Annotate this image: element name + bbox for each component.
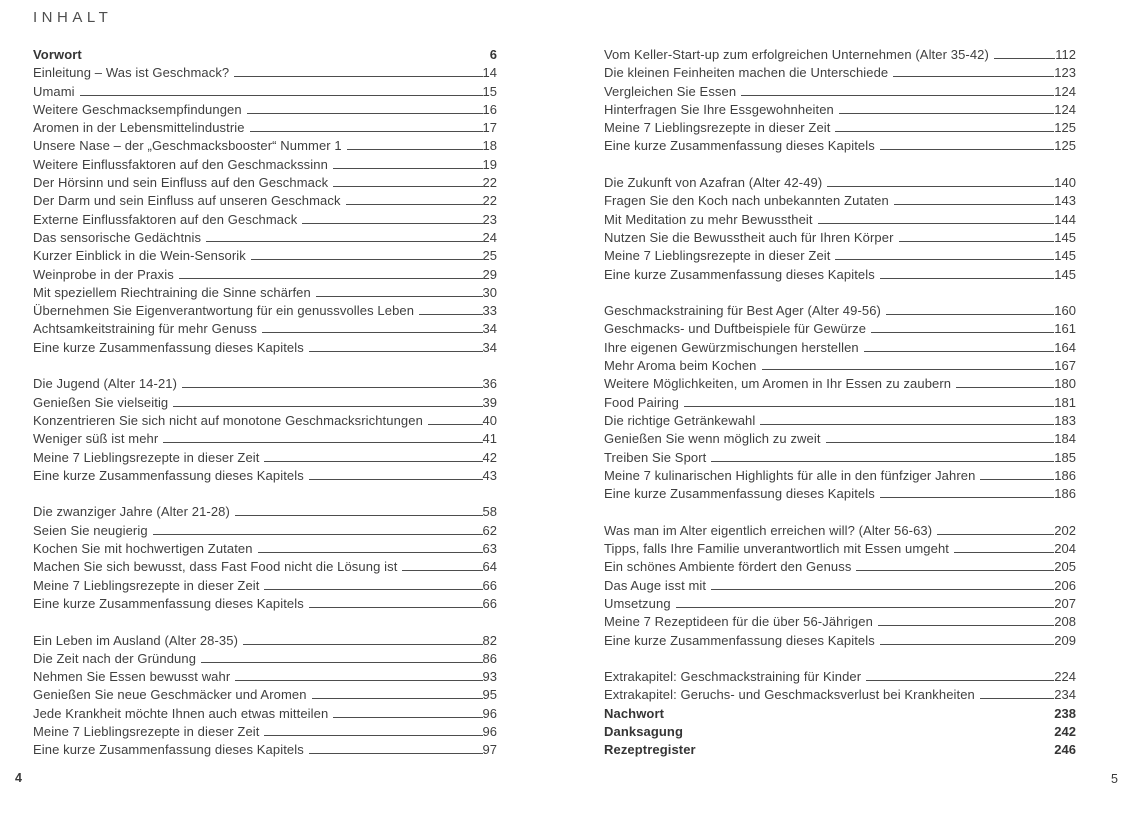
toc-entry-page: 167: [1054, 358, 1076, 374]
toc-entry: [33, 284, 497, 302]
toc-entry-label: Umsetzung: [604, 595, 671, 611]
toc-entry-page: 207: [1054, 595, 1076, 611]
toc-leader-line: [676, 595, 1055, 608]
toc-entry: [33, 577, 497, 595]
toc-entry-page: 18: [482, 138, 497, 154]
toc-block-gap: [33, 485, 497, 503]
toc-leader-line: [201, 650, 483, 663]
toc-entry-page: 183: [1054, 412, 1076, 428]
toc-entry-page: 42: [482, 449, 497, 465]
toc-entry-label: Weitere Möglichkeiten, um Aromen in Ihr Essen zu zaubern: [604, 376, 952, 392]
toc-entry-label: Eine kurze Zusammenfassung dieses Kapitels: [604, 486, 875, 502]
toc-entry-label: Fragen Sie den Koch nach unbekannten Zutaten: [604, 193, 889, 209]
toc-leader-line: [711, 449, 1054, 462]
toc-leader-line: [262, 320, 483, 333]
toc-leader-line: [264, 723, 482, 736]
toc-entry-label: Weinprobe in der Praxis: [33, 266, 174, 282]
toc-entry-label: Das Auge isst mit: [604, 577, 707, 593]
toc-entry-page: 41: [482, 431, 497, 447]
toc-leader-line: [333, 174, 482, 187]
toc-entry: [604, 522, 1076, 540]
toc-entry: [604, 723, 1076, 741]
toc-entry: [604, 101, 1076, 119]
toc-entry-label: Rezeptregister: [604, 742, 696, 758]
toc-leader-line: [956, 375, 1054, 388]
toc-entry: [604, 705, 1076, 723]
toc-entry: [33, 723, 497, 741]
toc-entry-page: 34: [482, 321, 497, 337]
page-title: INHALT: [33, 9, 113, 26]
toc-leader-line: [835, 247, 1054, 260]
toc-column-right: [604, 46, 1076, 760]
toc-entry-label: Ihre eigenen Gewürzmischungen herstellen: [604, 339, 859, 355]
toc-entry-page: 124: [1054, 101, 1076, 117]
toc-entry: [33, 741, 497, 759]
toc-entry-page: 30: [482, 284, 497, 300]
toc-entry: [33, 430, 497, 448]
toc-entry-page: 123: [1054, 65, 1076, 81]
toc-leader-line: [312, 686, 483, 699]
toc-entry: [604, 247, 1076, 265]
toc-entry: [604, 632, 1076, 650]
toc-entry-page: 25: [482, 248, 497, 264]
toc-entry: [33, 668, 497, 686]
toc-entry-page: 97: [482, 742, 497, 758]
toc-entry-page: 246: [1054, 742, 1076, 758]
toc-leader-line: [309, 741, 483, 754]
toc-entry: [604, 64, 1076, 82]
toc-entry-label: Externe Einflussfaktoren auf den Geschmack: [33, 211, 298, 227]
toc-entry-label: Kochen Sie mit hochwertigen Zutaten: [33, 541, 253, 557]
toc-entry-label: Hinterfragen Sie Ihre Essgewohnheiten: [604, 101, 834, 117]
toc-entry: [33, 394, 497, 412]
toc-leader-line: [684, 394, 1054, 407]
toc-entry-label: Seien Sie neugierig: [33, 522, 148, 538]
toc-entry-label: Die richtige Getränkewahl: [604, 412, 756, 428]
toc-entry: [604, 686, 1076, 704]
toc-entry-page: 19: [482, 156, 497, 172]
toc-entry: [604, 339, 1076, 357]
toc-entry-page: 186: [1054, 467, 1076, 483]
toc-block-gap: [604, 650, 1076, 668]
toc-leader-line: [856, 558, 1054, 571]
toc-entry-page: 34: [482, 339, 497, 355]
toc-entry: [33, 522, 497, 540]
toc-entry: [604, 192, 1076, 210]
toc-entry: [604, 412, 1076, 430]
toc-entry-label: Übernehmen Sie Eigenverantwortung für ein genussvolles Leben: [33, 303, 415, 319]
toc-entry-label: Einleitung – Was ist Geschmack?: [33, 65, 230, 81]
toc-entry-page: 209: [1054, 632, 1076, 648]
toc-entry-label: Konzentrieren Sie sich nicht auf monotone Geschmacksrichtungen: [33, 412, 423, 428]
toc-entry: [604, 449, 1076, 467]
toc-entry-page: 36: [482, 376, 497, 392]
toc-entry-page: 112: [1055, 47, 1076, 62]
toc-leader-line: [711, 577, 1054, 590]
toc-entry: [33, 339, 497, 357]
toc-leader-line: [894, 192, 1054, 205]
toc-entry-label: Der Hörsinn und sein Einfluss auf den Geschmack: [33, 175, 329, 191]
toc-leader-line: [419, 302, 482, 315]
toc-entry: [33, 247, 497, 265]
toc-entry-page: 16: [482, 101, 497, 117]
toc-entry: [604, 357, 1076, 375]
toc-entry-page: 208: [1054, 614, 1076, 630]
toc-entry-label: Die Jugend (Alter 14-21): [33, 376, 178, 392]
toc-leader-line: [316, 284, 483, 297]
toc-entry-label: Food Pairing: [604, 394, 679, 410]
toc-leader-line: [235, 503, 483, 516]
toc-entry-label: Nehmen Sie Essen bewusst wahr: [33, 669, 231, 685]
toc-entry: [604, 394, 1076, 412]
toc-entry-page: 234: [1054, 687, 1076, 703]
toc-entry-label: Die kleinen Feinheiten machen die Unterschiede: [604, 65, 889, 81]
toc-entry-label: Geschmackstraining für Best Ager (Alter 49-56): [604, 303, 881, 319]
toc-entry: [33, 174, 497, 192]
toc-leader-line: [954, 540, 1054, 553]
toc-entry: [33, 46, 497, 64]
toc-entry: [33, 302, 497, 320]
toc-entry-label: Eine kurze Zusammenfassung dieses Kapitels: [604, 266, 875, 282]
toc-entry-page: 17: [482, 120, 497, 136]
toc-entry-label: Eine kurze Zusammenfassung dieses Kapitels: [33, 339, 304, 355]
toc-entry-page: 181: [1054, 394, 1076, 410]
toc-entry-page: 96: [482, 705, 497, 721]
toc-block-gap: [33, 613, 497, 631]
toc-leader-line: [762, 357, 1055, 370]
toc-entry-label: Vergleichen Sie Essen: [604, 83, 737, 99]
toc-leader-line: [346, 192, 483, 205]
toc-leader-line: [980, 467, 1054, 480]
toc-entry-label: Mit speziellem Riechtraining die Sinne schärfen: [33, 284, 311, 300]
toc-entry-page: 180: [1054, 376, 1076, 392]
toc-leader-line: [688, 723, 1054, 735]
toc-leader-line: [878, 613, 1054, 626]
toc-entry: [33, 229, 497, 247]
toc-entry: [33, 375, 497, 393]
toc-entry-label: Geschmacks- und Duftbeispiele für Gewürze: [604, 321, 867, 337]
toc-entry-label: Ein schönes Ambiente fördert den Genuss: [604, 559, 852, 575]
toc-entry: [604, 668, 1076, 686]
toc-entry-page: 58: [482, 504, 497, 520]
toc-entry-page: 160: [1054, 303, 1076, 319]
toc-leader-line: [235, 668, 482, 681]
toc-block-gap: [604, 503, 1076, 521]
toc-entry-page: 224: [1054, 669, 1076, 685]
toc-entry-label: Die Zukunft von Azafran (Alter 42-49): [604, 175, 823, 191]
toc-entry: [33, 503, 497, 521]
toc-leader-line: [741, 83, 1054, 96]
toc-entry: [604, 229, 1076, 247]
toc-entry: [33, 686, 497, 704]
toc-leader-line: [826, 430, 1055, 443]
toc-leader-line: [669, 705, 1054, 717]
toc-entry-page: 205: [1054, 559, 1076, 575]
toc-entry-page: 62: [482, 522, 497, 538]
toc-leader-line: [880, 137, 1054, 150]
toc-leader-line: [250, 119, 483, 132]
toc-entry-page: 29: [482, 266, 497, 282]
toc-entry: [604, 119, 1076, 137]
toc-leader-line: [402, 558, 482, 571]
toc-leader-line: [234, 64, 482, 77]
toc-entry-label: Danksagung: [604, 723, 684, 739]
toc-entry-label: Meine 7 Lieblingsrezepte in dieser Zeit: [33, 449, 260, 465]
toc-entry-label: Achtsamkeitstraining für mehr Genuss: [33, 321, 257, 337]
toc-block-gap: [604, 284, 1076, 302]
toc-leader-line: [880, 632, 1054, 645]
toc-entry-label: Eine kurze Zusammenfassung dieses Kapitels: [33, 467, 304, 483]
toc-entry: [33, 558, 497, 576]
toc-leader-line: [827, 174, 1054, 187]
toc-entry-page: 82: [482, 632, 497, 648]
toc-entry: [604, 430, 1076, 448]
toc-entry: [604, 485, 1076, 503]
toc-entry: [604, 375, 1076, 393]
toc-leader-line: [153, 522, 483, 535]
toc-leader-line: [835, 119, 1054, 132]
toc-leader-line: [247, 101, 483, 114]
toc-leader-line: [163, 430, 482, 443]
toc-entry-page: 184: [1054, 431, 1076, 447]
toc-leader-line: [839, 101, 1054, 114]
toc-entry-label: Treiben Sie Sport: [604, 449, 707, 465]
toc-entry-page: 6: [489, 47, 497, 62]
toc-entry: [604, 613, 1076, 631]
toc-entry: [604, 137, 1076, 155]
toc-entry: [33, 449, 497, 467]
toc-entry-page: 66: [482, 577, 497, 593]
toc-entry: [604, 320, 1076, 338]
toc-leader-line: [87, 46, 490, 58]
toc-entry-page: 145: [1054, 266, 1076, 282]
toc-entry-label: Eine kurze Zusammenfassung dieses Kapitels: [33, 595, 304, 611]
toc-leader-line: [309, 467, 483, 480]
toc-entry-label: Was man im Alter eigentlich erreichen will? (Alter 56-63): [604, 522, 933, 538]
toc-entry-page: 22: [482, 193, 497, 209]
toc-entry-page: 33: [482, 303, 497, 319]
toc-entry-page: 238: [1054, 705, 1076, 721]
toc-leader-line: [302, 211, 482, 224]
toc-entry-label: Meine 7 Lieblingsrezepte in dieser Zeit: [604, 120, 831, 136]
toc-entry: [604, 467, 1076, 485]
toc-entry-label: Eine kurze Zusammenfassung dieses Kapitels: [604, 632, 875, 648]
toc-entry-label: Unsere Nase – der „Geschmacksbooster“ Nummer 1: [33, 138, 342, 154]
toc-entry: [33, 467, 497, 485]
toc-entry: [33, 119, 497, 137]
toc-leader-line: [701, 741, 1055, 753]
toc-entry-label: Tipps, falls Ihre Familie unverantwortlich mit Essen umgeht: [604, 541, 949, 557]
toc-entry-page: 63: [482, 541, 497, 557]
toc-entry-page: 125: [1054, 138, 1076, 154]
page-number-right: 5: [1111, 772, 1118, 786]
toc-leader-line: [866, 668, 1054, 681]
toc-column-left: [33, 46, 497, 760]
toc-entry-page: 145: [1054, 229, 1076, 245]
toc-entry: [33, 650, 497, 668]
toc-entry-label: Der Darm und sein Einfluss auf unseren Geschmack: [33, 193, 341, 209]
toc-entry: [33, 83, 497, 101]
toc-entry-label: Jede Krankheit möchte Ihnen auch etwas mitteilen: [33, 705, 329, 721]
toc-leader-line: [258, 540, 483, 553]
toc-entry: [604, 46, 1076, 64]
toc-entry-page: 164: [1054, 339, 1076, 355]
toc-entry-label: Nutzen Sie die Bewusstheit auch für Ihren Körper: [604, 229, 894, 245]
toc-entry-page: 143: [1054, 193, 1076, 209]
toc-entry-label: Extrakapitel: Geruchs- und Geschmacksverlust bei Krankheiten: [604, 687, 975, 703]
toc-entry: [33, 64, 497, 82]
toc-leader-line: [309, 595, 483, 608]
toc-entry: [604, 558, 1076, 576]
toc-entry-label: Eine kurze Zusammenfassung dieses Kapitels: [33, 742, 304, 758]
toc-leader-line: [206, 229, 482, 242]
toc-entry: [604, 595, 1076, 613]
toc-entry: [604, 741, 1076, 759]
toc-entry-page: 95: [482, 687, 497, 703]
toc-leader-line: [333, 156, 483, 169]
toc-entry-label: Meine 7 Lieblingsrezepte in dieser Zeit: [604, 248, 831, 264]
toc-entry-page: 185: [1054, 449, 1076, 465]
toc-entry: [604, 174, 1076, 192]
toc-entry: [33, 156, 497, 174]
toc-entry: [604, 266, 1076, 284]
toc-entry-label: Machen Sie sich bewusst, dass Fast Food nicht die Lösung ist: [33, 559, 398, 575]
toc-entry-label: Meine 7 Lieblingsrezepte in dieser Zeit: [33, 723, 260, 739]
toc-leader-line: [886, 302, 1054, 315]
toc-leader-line: [880, 266, 1054, 279]
toc-entry: [604, 540, 1076, 558]
toc-leader-line: [80, 83, 483, 96]
toc-entry: [33, 137, 497, 155]
toc-entry-label: Genießen Sie vielseitig: [33, 394, 169, 410]
toc-entry-page: 23: [482, 211, 497, 227]
toc-entry: [33, 595, 497, 613]
toc-entry: [33, 540, 497, 558]
toc-entry-label: Vom Keller-Start-up zum erfolgreichen Unternehmen (Alter 35-42): [604, 47, 989, 62]
toc-leader-line: [347, 137, 483, 150]
toc-entry-label: Meine 7 kulinarischen Highlights für alle in den fünfziger Jahren: [604, 467, 976, 483]
toc-entry-page: 124: [1054, 83, 1076, 99]
toc-entry-label: Die Zeit nach der Gründung: [33, 650, 197, 666]
toc-entry-label: Das sensorische Gedächtnis: [33, 229, 202, 245]
toc-leader-line: [264, 449, 482, 462]
toc-entry-page: 40: [482, 412, 497, 428]
toc-entry-page: 24: [482, 229, 497, 245]
toc-entry-page: 93: [482, 669, 497, 685]
toc-entry: [604, 211, 1076, 229]
toc-entry-label: Umami: [33, 83, 75, 99]
toc-leader-line: [243, 632, 483, 645]
toc-entry-label: Genießen Sie wenn möglich zu zweit: [604, 431, 821, 447]
toc-leader-line: [899, 229, 1055, 242]
toc-entry-page: 140: [1054, 175, 1076, 191]
toc-entry-label: Vorwort: [33, 47, 82, 62]
toc-leader-line: [251, 247, 483, 260]
toc-leader-line: [864, 339, 1055, 352]
toc-leader-line: [871, 320, 1054, 333]
toc-entry-page: 64: [482, 559, 497, 575]
toc-entry-label: Weitere Einflussfaktoren auf den Geschmackssinn: [33, 156, 328, 172]
toc-entry-page: 15: [482, 83, 497, 99]
toc-entry-label: Aromen in der Lebensmittelindustrie: [33, 120, 245, 136]
toc-block-gap: [604, 156, 1076, 174]
toc-entry-label: Nachwort: [604, 705, 665, 721]
toc-entry-label: Weniger süß ist mehr: [33, 431, 159, 447]
toc-entry: [604, 577, 1076, 595]
toc-leader-line: [980, 686, 1054, 699]
toc-entry: [33, 320, 497, 338]
toc-entry-label: Genießen Sie neue Geschmäcker und Aromen: [33, 687, 307, 703]
toc-entry: [33, 211, 497, 229]
toc-block-gap: [33, 357, 497, 375]
toc-entry-label: Die zwanziger Jahre (Alter 21-28): [33, 504, 230, 520]
toc-entry-page: 186: [1054, 486, 1076, 502]
toc-entry-page: 86: [482, 650, 497, 666]
toc-entry: [33, 632, 497, 650]
toc-leader-line: [179, 266, 483, 279]
toc-entry: [33, 101, 497, 119]
toc-entry-label: Mehr Aroma beim Kochen: [604, 358, 757, 374]
toc-leader-line: [818, 211, 1055, 224]
toc-leader-line: [333, 705, 482, 718]
toc-entry: [33, 412, 497, 430]
toc-entry-page: 161: [1054, 321, 1076, 337]
toc-leader-line: [937, 522, 1054, 535]
toc-entry: [33, 266, 497, 284]
page-number-left: 4: [15, 771, 22, 785]
toc-leader-line: [173, 394, 482, 407]
toc-entry: [604, 83, 1076, 101]
toc-entry-label: Meine 7 Rezeptideen für die über 56-Jährigen: [604, 614, 873, 630]
toc-entry-page: 22: [482, 175, 497, 191]
toc-entry-page: 96: [482, 723, 497, 739]
toc-entry-page: 39: [482, 394, 497, 410]
toc-leader-line: [893, 64, 1054, 77]
toc-leader-line: [264, 577, 482, 590]
toc-entry-page: 144: [1054, 211, 1076, 227]
toc-entry-label: Eine kurze Zusammenfassung dieses Kapitels: [604, 138, 875, 154]
toc-entry-page: 14: [482, 65, 497, 81]
toc-entry-page: 43: [482, 467, 497, 483]
toc-leader-line: [880, 485, 1054, 498]
toc-entry-label: Mit Meditation zu mehr Bewusstheit: [604, 211, 813, 227]
toc-entry-label: Meine 7 Lieblingsrezepte in dieser Zeit: [33, 577, 260, 593]
toc-leader-line: [760, 412, 1054, 425]
toc-entry-page: 206: [1054, 577, 1076, 593]
toc-entry-page: 66: [482, 595, 497, 611]
toc-entry-page: 242: [1054, 723, 1076, 739]
toc-entry: [33, 705, 497, 723]
toc-entry-label: Kurzer Einblick in die Wein-Sensorik: [33, 248, 246, 264]
toc-entry-label: Extrakapitel: Geschmackstraining für Kinder: [604, 669, 862, 685]
toc-entry: [33, 192, 497, 210]
toc-entry-page: 145: [1054, 248, 1076, 264]
toc-entry-label: Weitere Geschmacksempfindungen: [33, 101, 242, 117]
toc-leader-line: [994, 46, 1055, 59]
toc-leader-line: [428, 412, 483, 425]
toc-entry-label: Ein Leben im Ausland (Alter 28-35): [33, 632, 239, 648]
toc-leader-line: [309, 339, 483, 352]
toc-entry: [604, 302, 1076, 320]
toc-entry-page: 204: [1054, 541, 1076, 557]
toc-entry-page: 125: [1054, 120, 1076, 136]
toc-leader-line: [182, 375, 483, 388]
toc-entry-page: 202: [1054, 522, 1076, 538]
